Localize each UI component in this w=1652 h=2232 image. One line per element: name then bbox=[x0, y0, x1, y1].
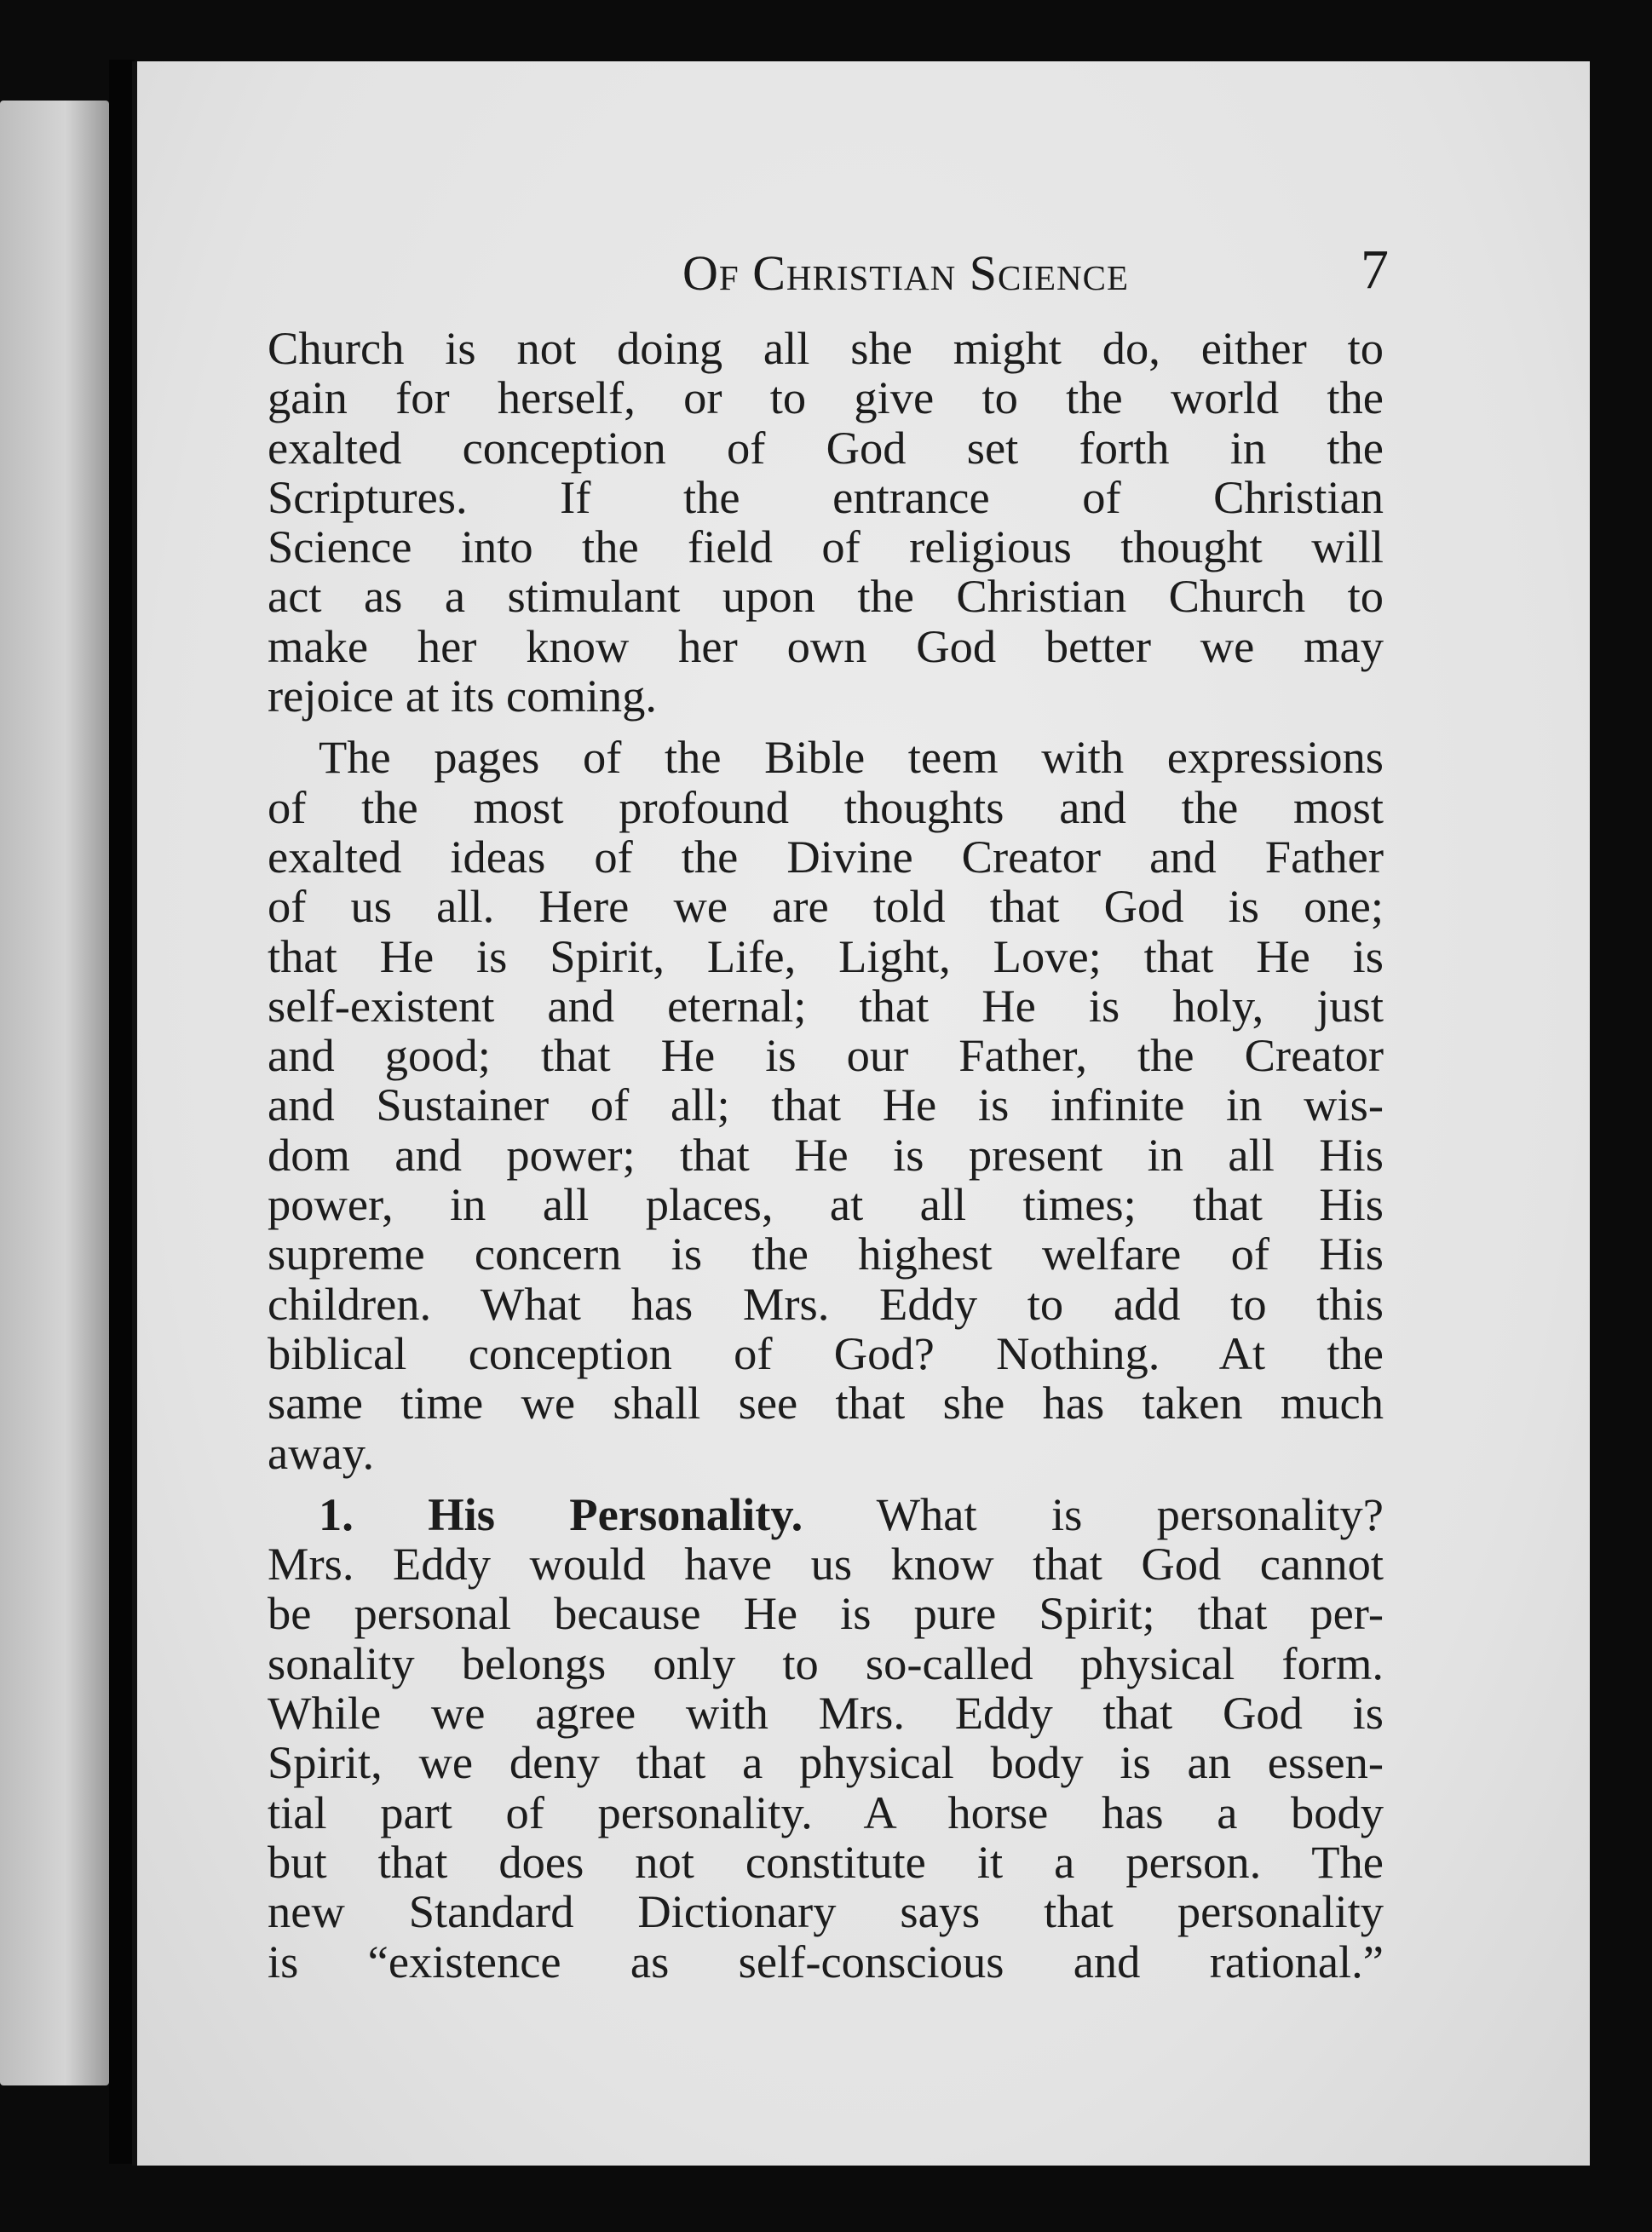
text-line: sonality belongs only to so-called physical form. bbox=[268, 1637, 1384, 1689]
text-line: act as a stimulant upon the Christian Church to bbox=[268, 570, 1384, 623]
text-line: be personal because He is pure Spirit; that per- bbox=[268, 1587, 1384, 1640]
text-line: gain for herself, or to give to the world the bbox=[268, 371, 1384, 424]
text-line: that He is Spirit, Life, Light, Love; that He is bbox=[268, 929, 1384, 982]
text-line: While we agree with Mrs. Eddy that God is bbox=[268, 1687, 1384, 1740]
heading-line bbox=[268, 1487, 1384, 1540]
text-line: power, in all places, at all times; that His bbox=[268, 1178, 1384, 1231]
paragraph-3 bbox=[268, 1487, 1384, 1988]
running-title: Of Christian Science bbox=[682, 245, 1130, 301]
text-line: tial part of personality. A horse has a body bbox=[268, 1786, 1384, 1838]
text-line: and good; that He is our Father, the Creator bbox=[268, 1029, 1384, 1082]
text-line: The pages of the Bible teem with expressions bbox=[319, 731, 1384, 784]
text-line: of the most profound thoughts and the most bbox=[268, 780, 1384, 833]
text-line: Scriptures. If the entrance of Christian bbox=[268, 470, 1384, 523]
book-gutter bbox=[109, 60, 135, 2164]
paragraph-2 bbox=[268, 733, 1384, 1477]
paragraph-1 bbox=[268, 324, 1384, 721]
text-line: away. bbox=[268, 1426, 375, 1479]
text-line: self-existent and eternal; that He is holy, just bbox=[268, 979, 1384, 1032]
text-line: new Standard Dictionary says that personality bbox=[268, 1885, 1384, 1938]
book-page bbox=[132, 61, 1590, 2166]
heading-line-rest: What is personality? bbox=[876, 1487, 1384, 1540]
text-line: rejoice at its coming. bbox=[268, 670, 658, 722]
page-number: 7 bbox=[1361, 239, 1389, 301]
text-line: make her know her own God better we may bbox=[268, 619, 1384, 672]
running-head bbox=[137, 239, 1590, 313]
text-line: exalted conception of God set forth in the bbox=[268, 421, 1384, 474]
text-line: but that does not constitute it a person. The bbox=[268, 1835, 1384, 1888]
section-heading: 1. His Personality. bbox=[319, 1487, 803, 1540]
text-line: dom and power; that He is present in all His bbox=[268, 1128, 1384, 1181]
text-line: Church is not doing all she might do, either to bbox=[268, 322, 1384, 374]
text-line: children. What has Mrs. Eddy to add to this bbox=[268, 1277, 1384, 1330]
text-line: Spirit, we deny that a physical body is an essen- bbox=[268, 1736, 1384, 1789]
text-line: same time we shall see that she has taken much bbox=[268, 1377, 1384, 1430]
text-line: supreme concern is the highest welfare of His bbox=[268, 1228, 1384, 1280]
facing-page-edge bbox=[0, 101, 109, 2085]
text-line: Science into the field of religious thought will bbox=[268, 521, 1384, 573]
body-text bbox=[268, 324, 1384, 1999]
text-line: and Sustainer of all; that He is infinite in wis- bbox=[268, 1079, 1384, 1131]
text-line: of us all. Here we are told that God is one; bbox=[268, 880, 1384, 933]
text-line: is “existence as self-conscious and rational.” bbox=[268, 1935, 1384, 1988]
text-line: biblical conception of God? Nothing. At the bbox=[268, 1326, 1384, 1379]
text-line: Mrs. Eddy would have us know that God cannot bbox=[268, 1538, 1384, 1591]
text-line: exalted ideas of the Divine Creator and Father bbox=[268, 830, 1384, 883]
